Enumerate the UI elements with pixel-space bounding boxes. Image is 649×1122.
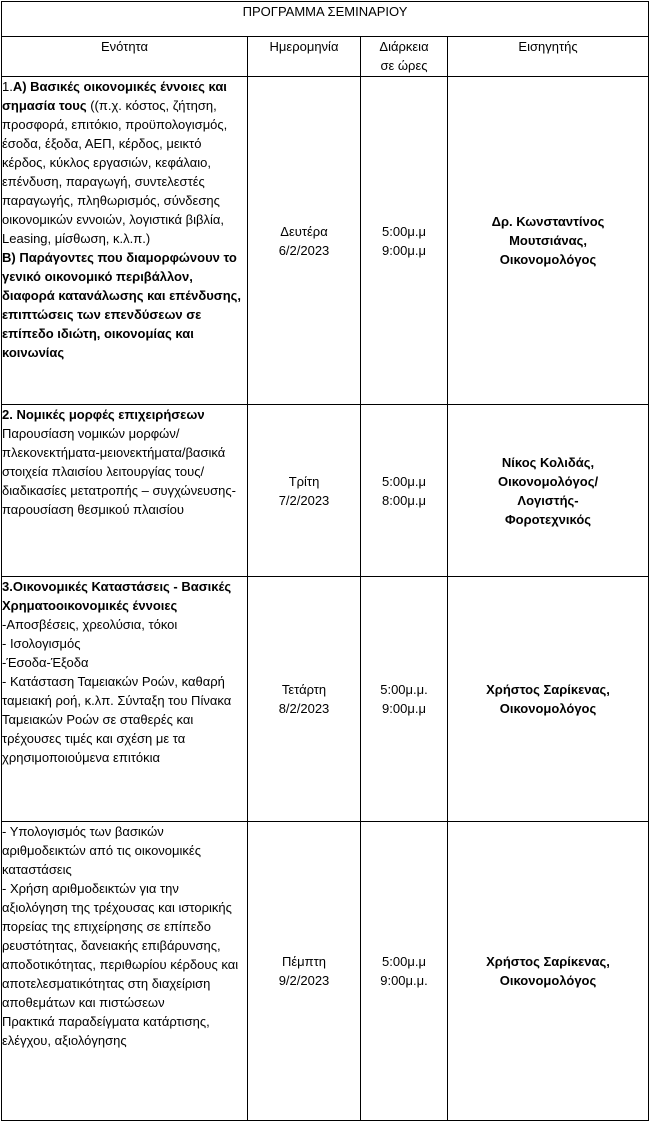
lecturer-line: Οικονομολόγος <box>499 252 597 268</box>
end-time: 9:00μ.μ <box>382 242 426 258</box>
start-time: 5:00μ.μ <box>382 223 426 239</box>
date-value: 8/2/2023 <box>278 701 330 717</box>
header-row <box>2 36 649 76</box>
lecturer-cell <box>448 76 649 405</box>
topic-item: - Υπολογισμός των βασικών αριθμοδεικτών από τις οικονομικές καταστάσεις <box>2 824 201 877</box>
date-value: 6/2/2023 <box>278 242 330 258</box>
date-cell <box>248 76 361 405</box>
topic-title: 3.Οικονομικές Καταστάσεις - Βασικές Χρηματοοικονομικές έννοιες <box>2 579 232 614</box>
topic-item: - Ισολογισμός <box>2 636 81 652</box>
table-row <box>2 822 649 1121</box>
date-cell <box>248 822 361 1121</box>
topic-b-title: Β) Παράγοντες που διαμορφώνουν το γενικό οικονομικό περιβάλλον, διαφορά κατανάλωσης και επένδυσης, επιπτώσεις των επενδύσεων σε επίπεδο ιδιώτη, οικονομίας και κοινωνίας <box>2 249 242 360</box>
topic-text: Παρουσίαση νομικών μορφών/πλεκονεκτήματα-μειονεκτήματα/βασικά στοιχεία πλαισίου λειτουργίας τους/διαδικασίες μετατροπής – συγχώνευσης-παρουσίαση θεσμικού πλαισίου <box>2 426 236 518</box>
date-cell <box>248 405 361 577</box>
start-time: 5:00μ.μ <box>382 954 426 969</box>
schedule-title: ΠΡΟΓΡΑΜΜΑ ΣΕΜΙΝΑΡΙΟΥ <box>2 2 649 37</box>
header-date: Ημερομηνία <box>248 36 361 76</box>
title-row <box>2 2 649 37</box>
table-row <box>2 405 649 577</box>
lecturer-line: Οικονομολόγος/ <box>497 473 599 489</box>
header-duration-line2: σε ώρες <box>380 57 428 73</box>
header-duration-line1: Διάρκεια <box>379 38 429 54</box>
topic-a-text: ((π.χ. κόστος, ζήτηση, προσφορά, επιτόκιο, προϋπολογισμός, έσοδα, έξοδα, ΑΕΠ, κέρδος, μεικτό κέρδος, κύκλος εργασιών, κεφάλαιο, επένδυση, παραγωγή, συντελεστές παραγωγής, πληθωρισμός, σύνδεσης οικονομικών εννοιών, λογιστικά βιβλία, Leasing, μίσθωση, κ.λ.π.) <box>2 97 228 246</box>
topic-item: - Κατάσταση Ταμειακών Ροών, καθαρή ταμειακή ροή, κ.λπ. Σύνταξη του Πίνακα Ταμειακών Ροών σε σταθερές και τρέχουσες τιμές και σχέση με τα χρησιμοποιούμενα επιτόκια <box>2 674 232 766</box>
table-row <box>2 76 649 405</box>
table-row <box>2 577 649 822</box>
date-cell <box>248 577 361 822</box>
topic-title: 2. Νομικές μορφές επιχειρήσεων <box>2 407 205 423</box>
topic-cell <box>2 577 248 822</box>
day-name: Δευτέρα <box>280 223 328 239</box>
date-value: 7/2/2023 <box>278 492 330 508</box>
lecturer-line: Χρήστος Σαρίκενας, <box>486 682 610 698</box>
lecturer-line: Οικονομολόγος <box>499 701 597 717</box>
topic-item: Πρακτικά παραδείγματα κατάρτισης, ελέγχου, αξιολόγησης <box>2 1014 210 1048</box>
lecturer-cell <box>448 577 649 822</box>
topic-item: -Αποσβέσεις, χρεολύσια, τόκοι <box>2 617 178 633</box>
lecturer-cell <box>448 822 649 1121</box>
end-time: 9:00μ.μ. <box>380 973 428 988</box>
lecturer-line: Λογιστής- <box>517 492 579 508</box>
topic-cell <box>2 76 248 405</box>
topic-cell <box>2 405 248 577</box>
lecturer-line: Χρήστος Σαρίκενας, <box>486 954 610 969</box>
topic-item: - Χρήση αριθμοδεικτών για την αξιολόγηση της τρέχουσας και ιστορικής πορείας της επιχείρησης σε επίπεδο ρευστότητας, δανειακής επιβάρυνσης, αποδοτικότητας, περιθωρίου κέρδους και αποτελεσματικότητας στη διαχείριση αποθεμάτων και πιστώσεων <box>2 881 239 1010</box>
lecturer-line: Μουτσιάνας, <box>509 233 587 249</box>
date-value: 9/2/2023 <box>278 973 330 988</box>
header-unit: Ενότητα <box>2 36 248 76</box>
day-name: Πέμπτη <box>281 954 326 969</box>
header-duration <box>361 36 448 76</box>
duration-cell <box>361 577 448 822</box>
topic-a-title: Α) Βασικές οικονομικές έννοιες και σημασία τους <box>2 78 227 113</box>
duration-cell <box>361 76 448 405</box>
lecturer-line: Δρ. Κωνσταντίνος <box>491 214 605 230</box>
seminar-schedule-table <box>1 1 649 1121</box>
lecturer-line: Οικονομολόγος <box>499 973 597 988</box>
topic-item: -Έσοδα-Έξοδα <box>2 655 89 671</box>
start-time: 5:00μ.μ. <box>380 682 428 698</box>
duration-cell <box>361 405 448 577</box>
header-lecturer: Εισηγητής <box>448 36 649 76</box>
day-name: Τετάρτη <box>281 682 327 698</box>
duration-cell <box>361 822 448 1121</box>
lecturer-cell <box>448 405 649 577</box>
start-time: 5:00μ.μ <box>382 473 426 489</box>
topic-number: 1. <box>2 78 13 94</box>
day-name: Τρίτη <box>288 473 320 489</box>
lecturer-line: Νίκος Κολιδάς, <box>501 454 595 470</box>
topic-cell <box>2 822 248 1121</box>
end-time: 9:00μ.μ <box>382 701 426 717</box>
lecturer-line: Φοροτεχνικός <box>504 511 592 527</box>
end-time: 8:00μ.μ <box>382 492 426 508</box>
